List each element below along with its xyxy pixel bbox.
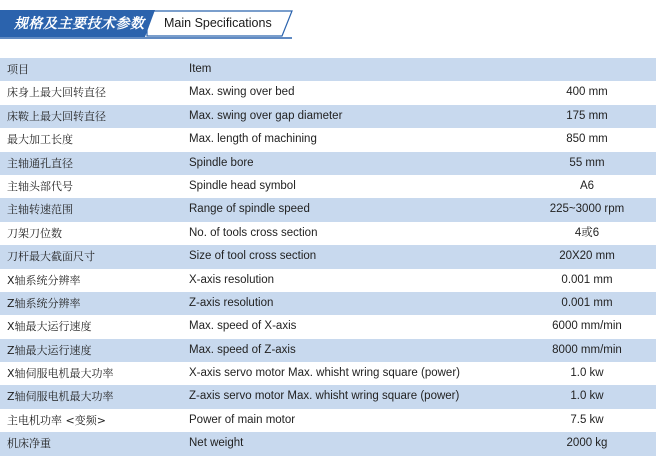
row-value: 850 mm [566,133,608,146]
row-value: 225~3000 rpm [549,203,625,216]
table-row [0,385,656,408]
row-en: No. of tools cross section [189,226,318,239]
row-cn: Z轴最大运行速度 [7,343,92,357]
row-cn: 床身上最大回转直径 [7,86,106,100]
row-en: Max. swing over bed [189,86,295,99]
row-value: 1.0 kw [570,367,604,380]
row-en: Power of main motor [189,413,296,426]
row-en: Net weight [189,437,244,450]
table-row [0,409,656,432]
row-en: Size of tool cross section [189,250,317,263]
row-en: Z-axis servo motor Max. whisht wring square (power) [189,390,460,403]
row-cn: 床鞍上最大回转直径 [7,109,106,123]
row-value: 0.001 mm [561,296,613,309]
row-en: X-axis resolution [189,273,275,286]
title-english: Main Specifications [164,16,272,30]
row-cn: X轴伺服电机最大功率 [7,367,114,381]
row-value: 4或6 [574,226,600,239]
section-header [0,0,656,50]
row-en: Max. speed of Z-axis [189,343,296,356]
table-row [0,128,656,151]
table-row [0,105,656,128]
table-row [0,198,656,221]
row-value: 6000 mm/min [552,320,622,333]
header-en: Item [189,63,212,75]
row-value: A6 [579,179,595,192]
row-value: 20X20 mm [559,250,615,263]
table-row [0,81,656,104]
row-en: Max. speed of X-axis [189,320,297,333]
row-en: Range of spindle speed [189,203,310,216]
row-value: 7.5 kw [570,413,604,426]
table-row [0,245,656,268]
row-cn: 刀架刀位数 [7,226,62,240]
row-value: 400 mm [566,86,608,99]
table-row [0,269,656,292]
table-row [0,222,656,245]
table-row [0,315,656,338]
row-value: 175 mm [566,109,608,122]
row-cn: 刀杆最大截面尺寸 [7,250,95,264]
table-row [0,175,656,198]
table-row [0,292,656,315]
row-cn: 主轴头部代号 [7,179,73,193]
table-row [0,339,656,362]
row-cn: Z轴伺服电机最大功率 [7,390,114,404]
row-cn: 机床净重 [7,437,51,451]
row-cn: Z轴系统分辨率 [7,296,81,310]
row-cn: 最大加工长度 [7,133,73,147]
row-value: 0.001 mm [561,273,613,286]
row-value: 1.0 kw [570,390,604,403]
table-header-row [0,58,656,81]
row-en: Spindle head symbol [189,179,296,192]
specifications-table [0,58,656,456]
row-en: Z-axis resolution [189,296,274,309]
row-value: 8000 mm/min [552,343,622,356]
row-en: Max. length of machining [189,133,317,146]
table-row [0,152,656,175]
row-cn: 主轴通孔直径 [7,156,73,170]
row-cn: 主轴转速范围 [7,203,73,217]
row-cn: 主电机功率 <变频> [7,413,106,427]
table-row [0,362,656,385]
row-value: 55 mm [569,156,605,169]
row-cn: X轴最大运行速度 [7,320,92,334]
row-en: Spindle bore [189,156,254,169]
table-row [0,432,656,455]
row-cn: X轴系统分辨率 [7,273,81,287]
row-en: Max. swing over gap diameter [189,109,343,122]
title-chinese: 规格及主要技术参数 [14,16,145,32]
row-en: X-axis servo motor Max. whisht wring square (power) [189,367,460,380]
header-cn: 项目 [7,63,29,76]
row-value: 2000 kg [566,437,608,450]
